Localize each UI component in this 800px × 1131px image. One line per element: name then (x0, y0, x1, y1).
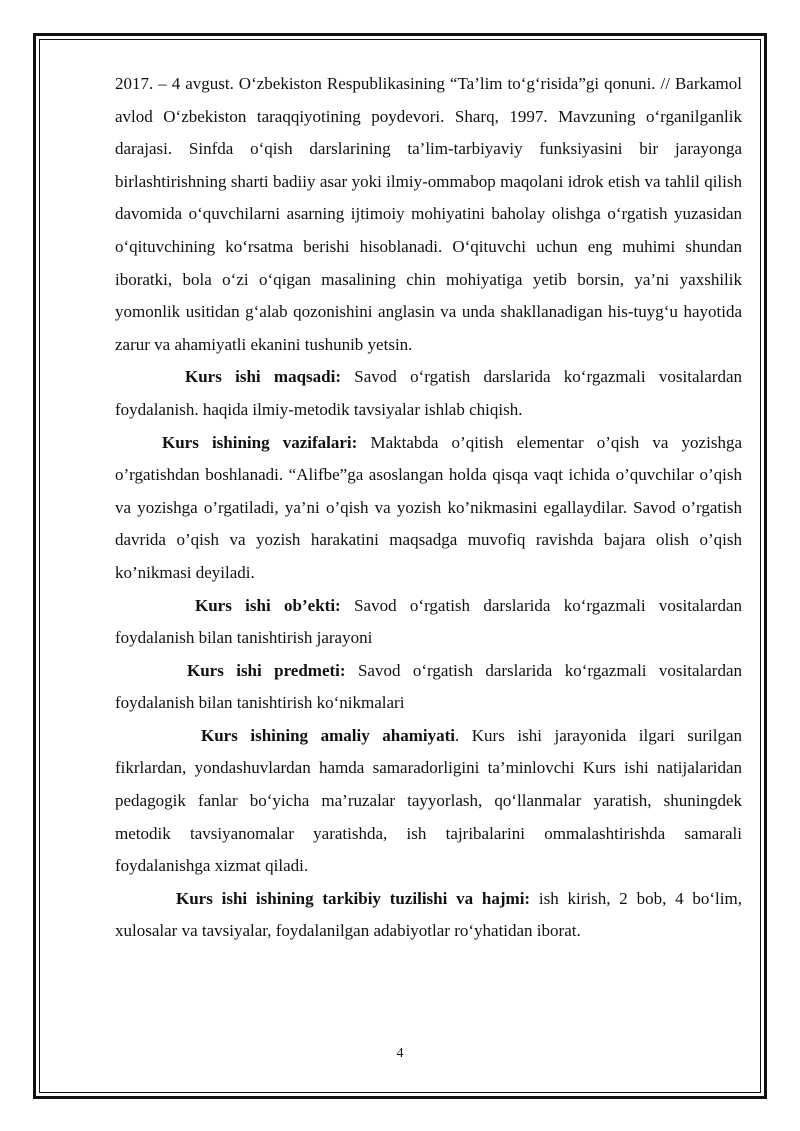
paragraph-goal (115, 361, 742, 426)
subject-label: Kurs ishi predmeti: (187, 660, 346, 680)
object-label: Kurs ishi ob’ekti: (195, 595, 341, 615)
subject-text: Savod o‘rgatish darslarida ko‘rgazmali vositalardan foydalanish bilan tanishtirish ko‘nikmalari (115, 660, 742, 713)
paragraph-subject (115, 655, 742, 720)
practical-value-text: . Kurs ishi jarayonida ilgari surilgan fikrlardan, yondashuvlardan hamda samaradorligini ta’minlovchi Kurs ishi natijalaridan pedagogik fanlar bo‘yicha ma’ruzalar tayyorlash, qo‘llanmalar yaratish, shuningdek metodik tavsiyanomalar yaratishda, ish tajribalarini ommalashtirishda samarali foydalanishga xizmat qiladi. (115, 725, 742, 876)
paragraph-tasks (115, 427, 742, 590)
paragraph-practical-value (115, 720, 742, 883)
document-body (115, 68, 742, 948)
goal-text: Savod o‘rgatish darslarida ko‘rgazmali vositalardan foydalanish. haqida ilmiy-metodik tavsiyalar ishlab chiqish. (115, 367, 743, 419)
tasks-label: Kurs ishining vazifalari: (162, 432, 358, 452)
page-number: 4 (396, 1046, 404, 1061)
goal-label: Kurs ishi maqsadi: (185, 367, 342, 387)
paragraph-structure (115, 883, 742, 948)
structure-text: ish kirish, 2 bob, 4 bo‘lim, xulosalar va tavsiyalar, foydalanilgan adabiyotlar ro‘yhatidan iborat. (115, 888, 742, 941)
practical-value-label: Kurs ishining amaliy ahamiyati (201, 725, 455, 745)
paragraph-intro: 2017. – 4 avgust. O‘zbekiston Respublikasining “Ta’lim to‘g‘risida”gi qonuni. // Barkamol avlod O‘zbekiston taraqqiyotining poydevori. Sharq, 1997. Mavzuning o‘rganilganlik darajasi. Sinfda o‘qish darslarining ta’lim-tarbiyaviy funksiyasini bir jarayonga birlashtirishning sharti badiiy asar yoki ilmiy-ommabop maqolani idrok etish va tahlil qilish davomida o‘quvchilarni asarning ijtimoiy mohiyatini baholay olishga o‘rgatish yuzasidan o‘qituvchining ko‘rsatma berishi hisoblanadi. O‘qituvchi uchun eng muhimi shundan iboratki, bola o‘zi o‘qigan masalining chin mohiyatiga yetib borsin, ya’ni yaxshilik yomonlik usitidan g‘alab qozonishini anglasin va unda shakllanadigan his-tuyg‘u hayotida zarur va ahamiyatli ekanini tushunib yetsin. (115, 74, 742, 354)
structure-label: Kurs ishi ishining tarkibiy tuzilishi va hajmi: (176, 888, 531, 908)
paragraph-object (115, 590, 742, 655)
object-text: Savod o‘rgatish darslarida ko‘rgazmali vositalardan foydalanish bilan tanishtirish jarayoni (115, 595, 742, 648)
tasks-text: Maktabda o’qitish elementar o’qish va yozishga o’rgatishdan boshlanadi. “Alifbe”ga asoslangan holda qisqa vaqt ichida o’quvchilar o’qish va yozishga o’rgatiladi, ya’ni o’qish va yozish ko’nikmasini egallaydilar. Savod o’rgatish davrida o’qish va yozish harakatini maqsadga muvofiq ravishda bajara olish o’qish ko’nikmasi deyiladi. (115, 432, 742, 582)
